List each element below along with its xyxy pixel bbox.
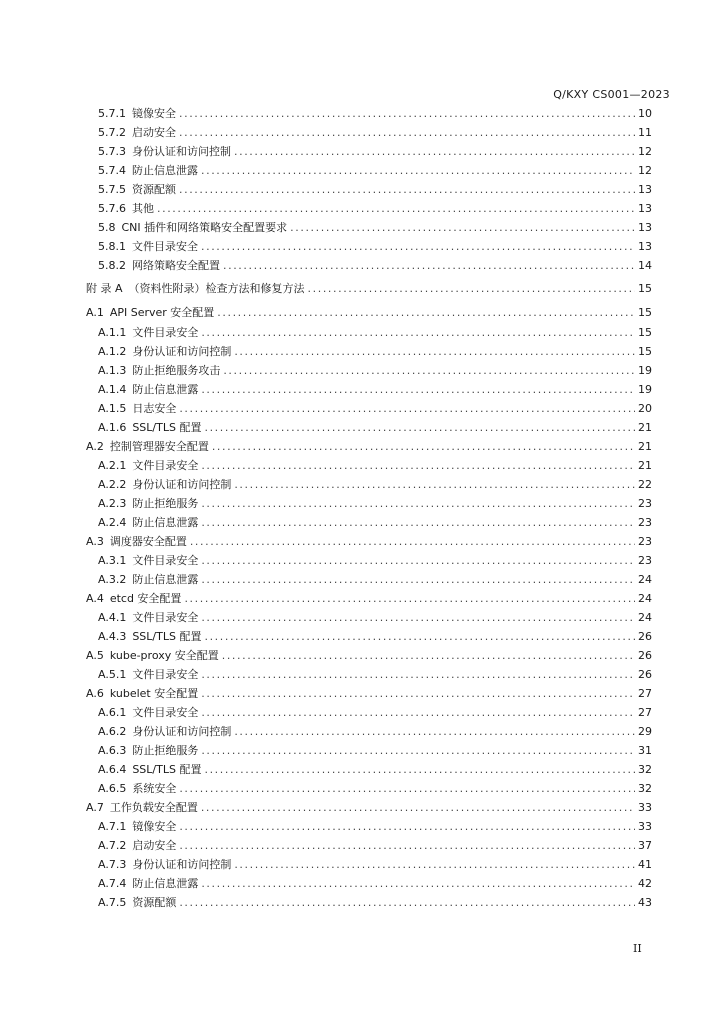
toc-entry-title: 文件目录安全 (132, 706, 199, 719)
toc-entry[interactable] (86, 475, 652, 494)
toc-entry-title: SSL/TLS 配置 (132, 763, 202, 776)
toc-entry-page: 15 (638, 326, 652, 339)
toc-entry-number: A.7.5 (98, 896, 127, 909)
toc-entry[interactable] (86, 513, 652, 532)
toc-entry-number: A.1.1 (98, 326, 127, 339)
toc-entry-title: 身份认证和访问控制 (132, 145, 231, 158)
toc-entry[interactable] (86, 855, 652, 874)
toc-entry-number: A.6.1 (98, 706, 127, 719)
toc-entry-page: 33 (638, 820, 652, 833)
toc-entry-number: 5.7.4 (98, 164, 126, 177)
toc-entry-number: A.3 (86, 535, 104, 548)
toc-entry-title: 启动安全 (132, 839, 177, 852)
page-number: II (633, 942, 642, 955)
toc-entry[interactable] (86, 180, 652, 199)
toc-entry-number: A.5.1 (98, 668, 127, 681)
toc-leader-dots (234, 855, 635, 874)
toc-entry[interactable] (86, 532, 652, 551)
toc-leader-dots (201, 237, 635, 256)
toc-entry-page: 23 (638, 516, 652, 529)
toc-entry-title: 文件目录安全 (132, 668, 199, 681)
toc-entry-number: A.3.2 (98, 573, 127, 586)
toc-entry-title: 控制管理器安全配置 (109, 440, 209, 453)
toc-entry[interactable] (86, 456, 652, 475)
toc-entry-page: 12 (638, 145, 652, 158)
toc-entry-title: API Server 安全配置 (109, 306, 215, 319)
toc-leader-dots (201, 380, 635, 399)
toc-leader-dots (308, 279, 635, 298)
toc-entry-number: A.2.1 (98, 459, 127, 472)
toc-entry-number: A.6.4 (98, 763, 127, 776)
toc-leader-dots (201, 874, 635, 893)
toc-entry[interactable] (86, 361, 652, 380)
toc-entry-page: 29 (638, 725, 652, 738)
toc-entry-page: 10 (638, 107, 652, 120)
toc-leader-dots (179, 779, 635, 798)
toc-entry-page: 13 (638, 240, 652, 253)
toc-entry[interactable] (86, 760, 652, 779)
toc-entry-page: 27 (638, 706, 652, 719)
toc-entry[interactable] (86, 323, 652, 342)
toc-entry-title: 其他 (132, 202, 154, 215)
toc-entry-page: 20 (638, 402, 652, 415)
toc-entry-number: A.1.4 (98, 383, 127, 396)
toc-entry-number: A.7 (86, 801, 104, 814)
toc-leader-dots (201, 703, 635, 722)
toc-entry-page: 43 (638, 896, 652, 909)
toc-entry-page: 42 (638, 877, 652, 890)
toc-entry[interactable] (86, 665, 652, 684)
toc-leader-dots (201, 570, 635, 589)
toc-entry-number: A.1.2 (98, 345, 127, 358)
toc-entry[interactable] (86, 836, 652, 855)
toc-leader-dots (157, 199, 635, 218)
toc-entry-page: 26 (638, 668, 652, 681)
toc-entry[interactable] (86, 380, 652, 399)
toc-entry-title: 系统安全 (132, 782, 177, 795)
toc-entry-title: 防止信息泄露 (132, 573, 199, 586)
toc-entry-page: 15 (638, 282, 652, 295)
toc-entry-page: 32 (638, 782, 652, 795)
toc-entry-number: A.1 (86, 306, 104, 319)
toc-entry[interactable] (86, 722, 652, 741)
toc-leader-dots (204, 627, 635, 646)
toc-entry-page: 21 (638, 459, 652, 472)
toc-entry-number: 5.7.2 (98, 126, 126, 139)
toc-entry-number: A.2.4 (98, 516, 127, 529)
toc-entry-number: A.2 (86, 440, 104, 453)
toc-entry-page: 24 (638, 592, 652, 605)
toc-leader-dots (223, 256, 635, 275)
toc-entry-number: 5.7.1 (98, 107, 126, 120)
toc-leader-dots (179, 817, 635, 836)
toc-leader-dots (290, 218, 635, 237)
toc-entry-number: A.6 (86, 687, 104, 700)
toc-entry-title: 文件目录安全 (132, 240, 198, 253)
toc-entry-page: 23 (638, 554, 652, 567)
toc-entry-number: A.7.4 (98, 877, 127, 890)
toc-leader-dots (201, 798, 635, 817)
toc-entry-title: 防止信息泄露 (132, 164, 198, 177)
toc-entry-page: 21 (638, 440, 652, 453)
toc-entry-title: 身份认证和访问控制 (132, 858, 232, 871)
toc-leader-dots (223, 361, 635, 380)
toc-entry-title: 启动安全 (132, 126, 176, 139)
toc-entry-page: 41 (638, 858, 652, 871)
toc-entry[interactable] (86, 646, 652, 665)
toc-entry-title: 工作负载安全配置 (109, 801, 198, 814)
toc-entry-page: 32 (638, 763, 652, 776)
toc-entry-number: A.1.5 (98, 402, 127, 415)
toc-entry-number: A.4.1 (98, 611, 127, 624)
toc-entry-number: 5.8.2 (98, 259, 126, 272)
toc-entry-page: 31 (638, 744, 652, 757)
toc-entry-page: 26 (638, 649, 652, 662)
toc-leader-dots (201, 161, 635, 180)
toc-entry-page: 13 (638, 221, 652, 234)
toc-entry-number: A.2.3 (98, 497, 127, 510)
toc-leader-dots (234, 142, 635, 161)
toc-entry-number: A.1.6 (98, 421, 127, 434)
toc-entry[interactable] (86, 218, 652, 237)
toc-entry[interactable] (86, 684, 652, 703)
toc-entry-title: CNI 插件和网络策略安全配置要求 (121, 221, 288, 234)
toc-leader-dots (201, 513, 635, 532)
toc-leader-dots (184, 589, 635, 608)
toc-entry-number: 5.7.6 (98, 202, 126, 215)
toc-entry-title: 日志安全 (132, 402, 177, 415)
toc-entry-title: etcd 安全配置 (109, 592, 182, 605)
toc-entry[interactable] (86, 741, 652, 760)
toc-leader-dots (234, 475, 635, 494)
toc-entry-title: 资源配额 (132, 183, 176, 196)
toc-entry-page: 37 (638, 839, 652, 852)
toc-entry-title: kubelet 安全配置 (109, 687, 199, 700)
toc-leader-dots (201, 323, 635, 342)
toc-leader-dots (222, 646, 635, 665)
toc-entry[interactable] (86, 142, 652, 161)
toc-entry[interactable] (86, 608, 652, 627)
toc-entry[interactable] (86, 303, 652, 323)
toc-leader-dots (179, 123, 635, 142)
toc-entry-title: 防止信息泄露 (132, 877, 199, 890)
toc-leader-dots (234, 722, 635, 741)
toc-entry-page: 12 (638, 164, 652, 177)
toc-entry-page: 23 (638, 497, 652, 510)
toc-entry-page: 33 (638, 801, 652, 814)
toc-entry-number: 5.7.5 (98, 183, 126, 196)
toc-entry-page: 26 (638, 630, 652, 643)
toc-leader-dots (179, 399, 635, 418)
toc-entry[interactable] (86, 104, 652, 123)
toc-leader-dots (201, 551, 635, 570)
toc-entry-title: 镜像安全 (132, 820, 177, 833)
toc-entry-title: 文件目录安全 (132, 326, 199, 339)
toc-leader-dots (234, 342, 635, 361)
toc-leader-dots (201, 684, 635, 703)
toc-entry-number: 附 录 A (86, 282, 123, 295)
toc-entry-number: A.5 (86, 649, 104, 662)
toc-entry[interactable] (86, 399, 652, 418)
toc-leader-dots (201, 665, 635, 684)
toc-leader-dots (179, 180, 635, 199)
toc-entry-number: A.4 (86, 592, 104, 605)
toc-entry-page: 27 (638, 687, 652, 700)
toc-entry[interactable] (86, 437, 652, 456)
toc-leader-dots (201, 741, 635, 760)
toc-entry-title: 防止拒绝服务 (132, 744, 199, 757)
toc-leader-dots (179, 836, 635, 855)
toc-entry[interactable] (86, 570, 652, 589)
toc-entry[interactable] (86, 893, 652, 912)
document-id: Q/KXY CS001—2023 (553, 88, 670, 101)
toc-entry-title: （资料性附录）检查方法和修复方法 (128, 282, 305, 295)
toc-entry-title: 资源配额 (132, 896, 177, 909)
toc-entry[interactable] (86, 494, 652, 513)
toc-entry-title: 文件目录安全 (132, 459, 199, 472)
toc-entry-number: A.7.2 (98, 839, 127, 852)
toc-entry-number: A.4.3 (98, 630, 127, 643)
toc-leader-dots (179, 104, 635, 123)
toc-entry-page: 19 (638, 364, 652, 377)
toc-entry[interactable] (86, 237, 652, 256)
toc-entry-number: A.7.1 (98, 820, 127, 833)
toc-entry[interactable] (86, 551, 652, 570)
toc-entry-number: A.7.3 (98, 858, 127, 871)
toc-entry[interactable] (86, 798, 652, 817)
toc-entry[interactable] (86, 779, 652, 798)
toc-leader-dots (204, 760, 635, 779)
toc-leader-dots (204, 418, 635, 437)
toc-entry-number: A.3.1 (98, 554, 127, 567)
toc-entry-page: 15 (638, 306, 652, 319)
toc-entry-title: SSL/TLS 配置 (132, 630, 202, 643)
toc-entry-number: 5.8 (98, 221, 116, 234)
toc-entry-title: 防止信息泄露 (132, 516, 199, 529)
toc-entry-title: 身份认证和访问控制 (132, 725, 232, 738)
toc-leader-dots (201, 608, 635, 627)
toc-entry-title: 文件目录安全 (132, 554, 199, 567)
toc-entry[interactable] (86, 342, 652, 361)
toc-entry-page: 13 (638, 183, 652, 196)
toc-entry-title: 防止信息泄露 (132, 383, 199, 396)
toc-entry[interactable] (86, 161, 652, 180)
toc-entry[interactable] (86, 418, 652, 437)
toc-entry[interactable] (86, 627, 652, 646)
toc-entry-number: 5.7.3 (98, 145, 126, 158)
toc-entry-page: 24 (638, 573, 652, 586)
table-of-contents (86, 104, 652, 912)
toc-entry-number: A.6.5 (98, 782, 127, 795)
toc-entry[interactable] (86, 256, 652, 275)
toc-entry-page: 11 (638, 126, 652, 139)
toc-leader-dots (179, 893, 635, 912)
toc-entry-number: A.1.3 (98, 364, 127, 377)
toc-entry-page: 19 (638, 383, 652, 396)
toc-entry[interactable] (86, 817, 652, 836)
toc-entry-title: 网络策略安全配置 (132, 259, 220, 272)
toc-entry[interactable] (86, 703, 652, 722)
toc-entry[interactable] (86, 279, 652, 299)
toc-entry-number: 5.8.1 (98, 240, 126, 253)
toc-entry[interactable] (86, 589, 652, 608)
toc-entry-title: 防止拒绝服务攻击 (132, 364, 221, 377)
toc-leader-dots (190, 532, 635, 551)
toc-entry-title: 防止拒绝服务 (132, 497, 199, 510)
toc-entry-title: kube-proxy 安全配置 (109, 649, 219, 662)
toc-entry[interactable] (86, 199, 652, 218)
toc-leader-dots (201, 456, 635, 475)
toc-entry-number: A.6.2 (98, 725, 127, 738)
toc-entry[interactable] (86, 123, 652, 142)
toc-entry-page: 21 (638, 421, 652, 434)
toc-leader-dots (201, 494, 635, 513)
toc-entry-page: 15 (638, 345, 652, 358)
toc-entry-title: 文件目录安全 (132, 611, 199, 624)
toc-entry-title: SSL/TLS 配置 (132, 421, 202, 434)
toc-entry-title: 身份认证和访问控制 (132, 478, 232, 491)
toc-leader-dots (217, 303, 635, 322)
toc-entry-page: 24 (638, 611, 652, 624)
toc-entry-number: A.2.2 (98, 478, 127, 491)
toc-entry-page: 13 (638, 202, 652, 215)
toc-entry[interactable] (86, 874, 652, 893)
toc-entry-page: 14 (638, 259, 652, 272)
toc-entry-page: 23 (638, 535, 652, 548)
toc-entry-title: 身份认证和访问控制 (132, 345, 232, 358)
toc-leader-dots (212, 437, 635, 456)
toc-entry-number: A.6.3 (98, 744, 127, 757)
toc-entry-title: 镜像安全 (132, 107, 176, 120)
toc-entry-title: 调度器安全配置 (109, 535, 187, 548)
toc-entry-page: 22 (638, 478, 652, 491)
